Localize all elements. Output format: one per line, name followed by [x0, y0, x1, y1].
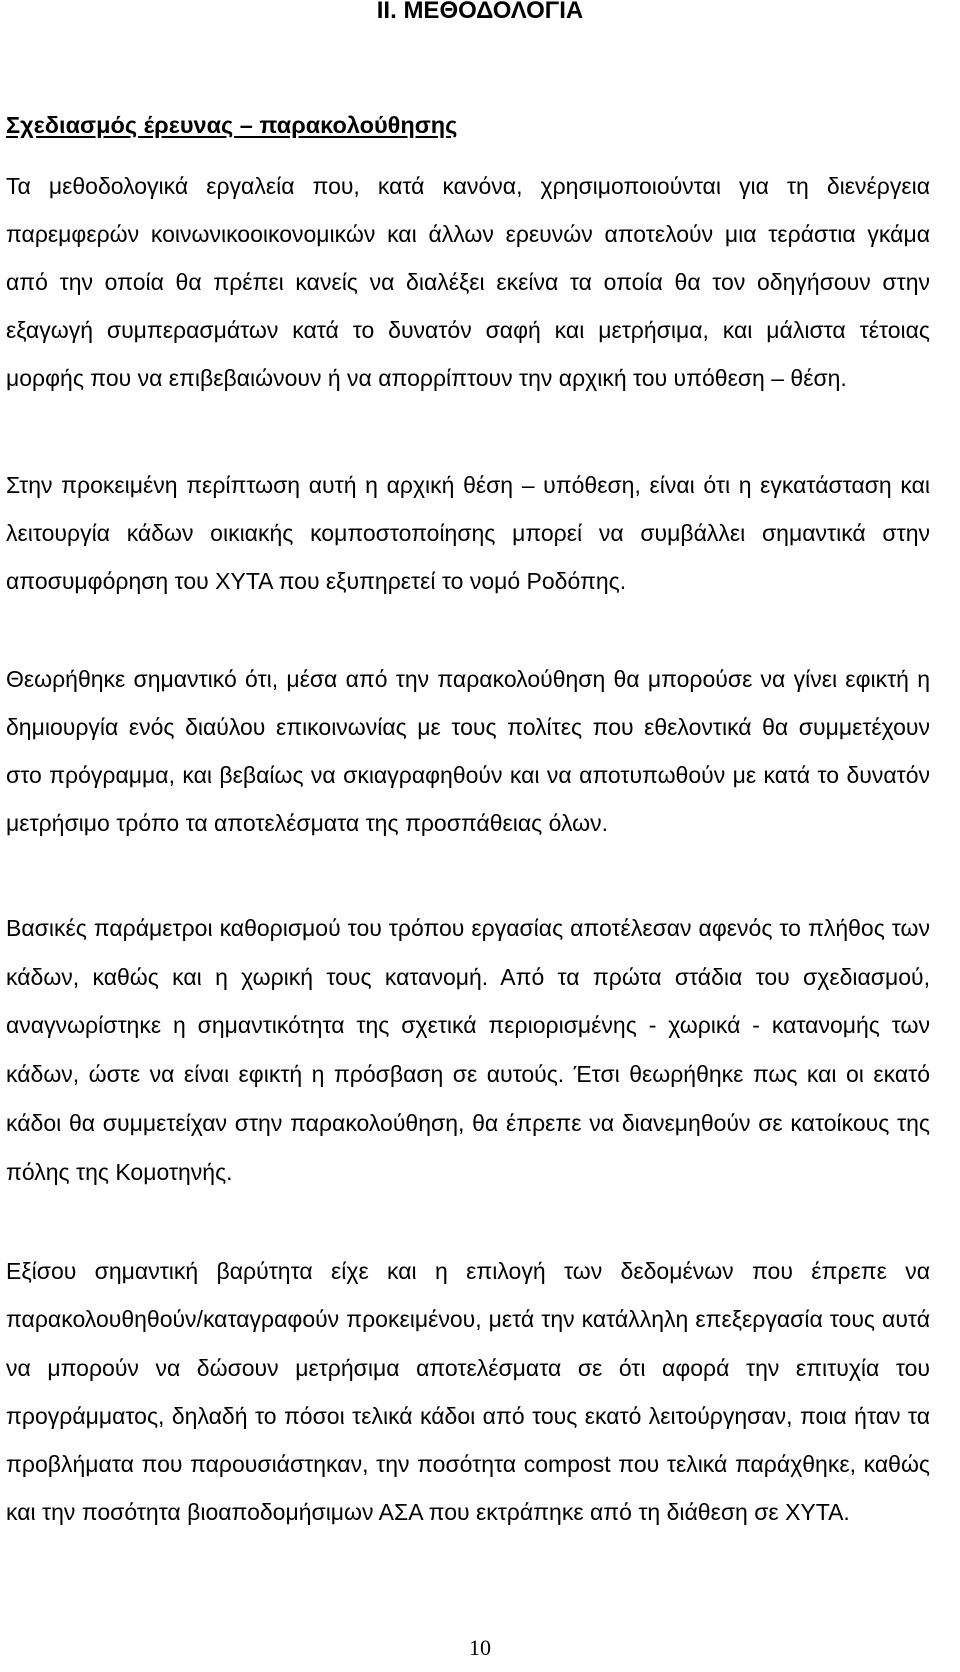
chapter-title: ΙΙ. ΜΕΘΟΔΟΛΟΓΙΑ	[376, 0, 584, 24]
paragraph-data-selection: Εξίσου σημαντική βαρύτητα είχε και η επιλογή των δεδομένων που έπρεπε να παρακολουθηθούν/καταγραφούν προκειμένου, μετά την κατάλληλη επεξεργασία τους αυτά να μπορούν να δώσουν μετρήσιμα αποτελέσματα σε ότι αφορά την επιτυχία του προγράμματος, δηλαδή το πόσοι τελικά κάδοι από τους εκατό λειτούργησαν, ποια ήταν τα προβλήματα που παρουσιάστηκαν, την ποσότητα compost που τελικά παράχθηκε, καθώς και την ποσότητα βιοαποδομήσιμων ΑΣΑ που εκτράπηκε από τη διάθεση σε ΧΥΤΑ.	[6, 1258, 930, 1526]
paragraph-basic-parameters: Βασικές παράμετροι καθορισμού του τρόπου εργασίας αποτέλεσαν αφενός το πλήθος των κάδων, καθώς και η χωρική τους κατανομή. Από τα πρώτα στάδια του σχεδιασμού, αναγνωρίστηκε η σημαντικότητα της σχετικά περιορισμένης - χωρικά - κατανομής των κάδων, ώστε να είναι εφικτή η πρόσβαση σε αυτούς. Έτσι θεωρήθηκε πως και οι εκατό κάδοι θα συμμετείχαν στην παρακολούθηση, θα έπρεπε να διανεμηθούν σε κατοίκους της πόλης της Κομοτηνής.	[6, 915, 930, 1185]
paragraph-communication-channel: Θεωρήθηκε σημαντικό ότι, μέσα από την παρακολούθηση θα μπορούσε να γίνει εφικτή η δημιουργία ενός διαύλου επικοινωνίας με τους πολίτες που εθελοντικά θα συμμετέχουν στο πρόγραμμα, και βεβαίως να σκιαγραφηθούν και να αποτυπωθούν με κατά το δυνατόν μετρήσιμο τρόπο τα αποτελέσματα της προσπάθειας όλων.	[6, 666, 930, 836]
section-heading: Σχεδιασμός έρευνας – παρακολούθησης	[6, 112, 458, 138]
paragraph-methodological-tools: Τα μεθοδολογικά εργαλεία που, κατά κανόνα, χρησιμοποιούνται για τη διενέργεια παρεμφερών κοινωνικοοικονομικών και άλλων ερευνών αποτελούν μια τεράστια γκάμα από την οποία θα πρέπει κανείς να διαλέξει εκείνα τα οποία θα τον οδηγήσουν στην εξαγωγή συμπερασμάτων κατά το δυνατόν σαφή και μετρήσιμα, και μάλιστα τέτοιας μορφής που να επιβεβαιώνουν ή να απορρίπτουν την αρχική του υπόθεση – θέση.	[6, 173, 930, 391]
paragraph-initial-hypothesis: Στην προκειμένη περίπτωση αυτή η αρχική θέση – υπόθεση, είναι ότι η εγκατάσταση και λειτουργία κάδων οικιακής κομποστοποίησης μπορεί να συμβάλλει σημαντικά στην αποσυμφόρηση του ΧΥΤΑ που εξυπηρετεί το νομό Ροδόπης.	[6, 472, 930, 594]
page-number: 10	[469, 1635, 491, 1660]
